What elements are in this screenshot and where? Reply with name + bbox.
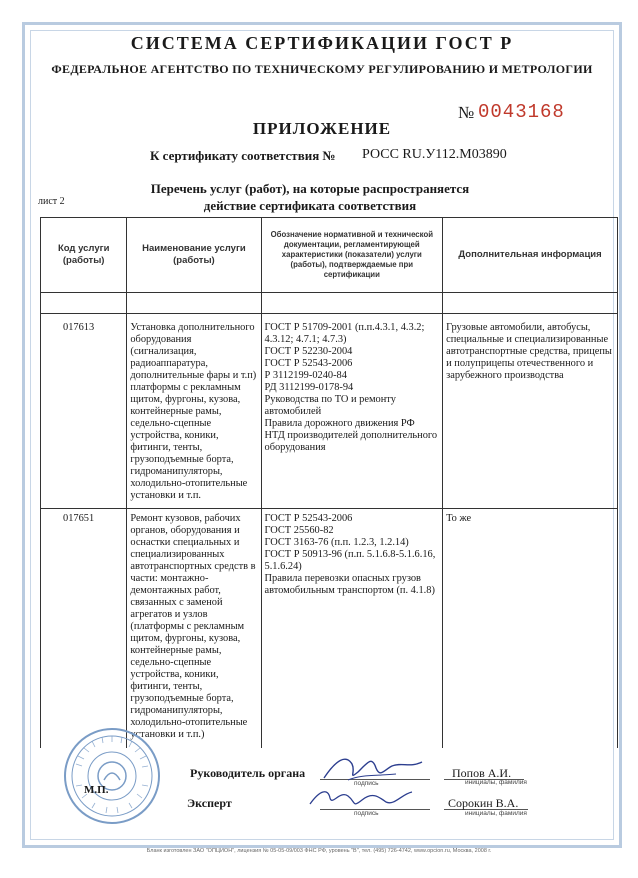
head-name: Попов А.И. [452, 766, 512, 780]
document-title: ПРИЛОЖЕНИЕ [252, 119, 392, 138]
agency-title: ФЕДЕРАЛЬНОЕ АГЕНТСТВО ПО ТЕХНИЧЕСКОМУ РЕГУЛИРОВАНИЮ И МЕТРОЛОГИИ [51, 62, 593, 76]
initials-caption: инициалы, фамилия [465, 810, 527, 817]
official-stamp [62, 726, 162, 826]
row-code: 017613 [41, 314, 127, 509]
expert-name: Сорокин В.А. [448, 796, 519, 810]
row-info: Грузовые автомобили, автобусы, специальные и специализированные автотранспортные средства, прицепы и полуприцепы отечественного и зарубежного производства [443, 314, 618, 509]
certificate-number: РОСС RU.У112.М03890 [362, 147, 507, 162]
form-printer-footer: Бланк изготовлен ЗАО "ОПЦИОН", лицензия № 05-05-09/003 ФНС РФ, уровень "В", тел. (495) 726-4742, www.opcion.ru, Москва, 2008 г. [146, 848, 492, 854]
row-code: 017651 [41, 509, 127, 749]
row-name: Установка дополнительного оборудования (сигнализация, радиоаппаратура, дополнительные фары и т.п) платформы с рекламным щитом, фургоны, кузова, контейнерные рамы, седельно-сцепные устройства, коники, фитинги, тенты, грузоподъемные борта, гидроманипуляторы, холодильно-отопительные установки и т.п. [127, 314, 261, 509]
form-number: 0043168 [478, 101, 565, 123]
expert-role: Эксперт [187, 796, 232, 810]
head-role: Руководитель органа [190, 766, 306, 780]
table-row [41, 314, 618, 509]
table-spacer-row [41, 293, 618, 314]
header-docs: Обозначение нормативной и технической документации, регламентирующей характеристики (показатели) услуги (работы), подтверждаемые при сертификации [261, 218, 443, 293]
expert-signature [306, 784, 416, 812]
table-row [41, 509, 618, 749]
sheet-number: лист 2 [38, 196, 65, 207]
header-info: Дополнительная информация [443, 218, 618, 293]
certificate-label: К сертификату соответствия № [150, 148, 336, 163]
form-number-label: № [458, 103, 475, 122]
table-header-row [41, 218, 618, 293]
header-code: Код услуги (работы) [41, 218, 127, 293]
signature-caption: подпись [354, 780, 379, 787]
signature-caption: подпись [354, 810, 379, 817]
list-title: Перечень услуг (работ), на которые распространяется действие сертификата соответствия [150, 181, 470, 213]
row-docs: ГОСТ Р 51709-2001 (п.п.4.3.1, 4.3.2; 4.3.12; 4.7.1; 4.7.3) ГОСТ Р 52230-2004 ГОСТ Р 52543-2006 Р 3112199-0240-84 РД 3112199-0178-94 Руководства по ТО и ремонту автомобилей Правила дорожного движения РФ НТД производителей дополнительного оборудования [261, 314, 443, 509]
header-name: Наименование услуги (работы) [127, 218, 261, 293]
row-name: Ремонт кузовов, рабочих органов, оборудования и оснастки специальных и специализированных автотранспортных средств в части: монтажно-демонтажных работ, связанных с заменой агрегатов и узлов (платформы с рекламным щитом, фургоны, кузова, контейнерные рамы, седельно-сцепные устройства, коники, фитинги, тенты, грузоподъемные борта, гидроманипуляторы, холодильно-отопительные установки и т.п.) [127, 509, 261, 749]
services-table [40, 217, 618, 748]
head-signature [318, 750, 428, 784]
initials-caption: инициалы, фамилия [465, 779, 527, 786]
stamp-place-label: М.П. [84, 784, 109, 796]
row-docs: ГОСТ Р 52543-2006 ГОСТ 25560-82 ГОСТ 3163-76 (п.п. 1.2.3, 1.2.14) ГОСТ Р 50913-96 (п.п. 5.1.6.8-5.1.6.16, 5.1.6.24) Правила перевозки опасных грузов автомобильным транспортом (п. 4.1.8) [261, 509, 443, 749]
row-info: То же [443, 509, 618, 749]
system-title: СИСТЕМА СЕРТИФИКАЦИИ ГОСТ Р [130, 33, 514, 53]
